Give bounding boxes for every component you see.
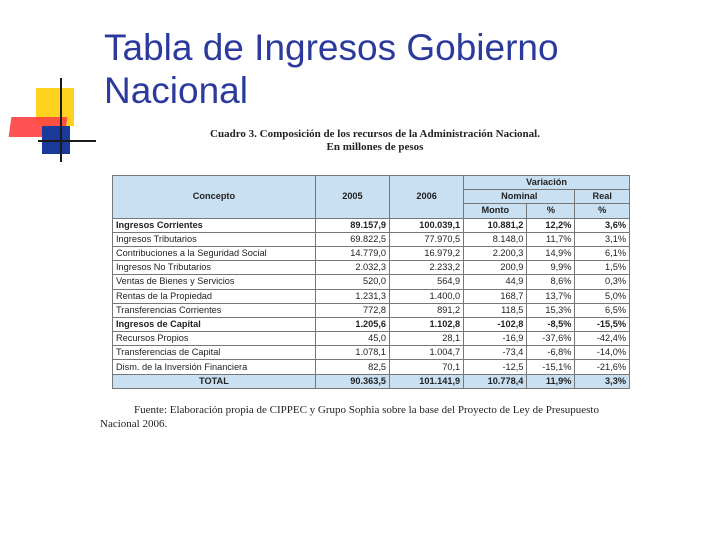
header-variacion: Variación: [464, 176, 630, 190]
slide-title: [104, 26, 664, 112]
cell-monto: 168,7: [464, 289, 527, 303]
cell-real: 1,5%: [575, 261, 630, 275]
cell-real: -21,6%: [575, 360, 630, 374]
header-concepto: Concepto: [113, 176, 316, 219]
slide-title-line2: Nacional: [104, 70, 248, 111]
total-monto: 10.778,4: [464, 374, 527, 388]
row-label: Dism. de la Inversión Financiera: [113, 360, 316, 374]
cell-2006: 1.004,7: [390, 346, 464, 360]
cell-2006: 891,2: [390, 303, 464, 317]
cell-2006: 77.970,5: [390, 232, 464, 246]
cell-2006: 100.039,1: [390, 218, 464, 232]
table-caption: [150, 128, 600, 154]
header-2005: 2005: [315, 176, 389, 219]
cell-real: 6,1%: [575, 246, 630, 260]
table-row: [113, 261, 630, 275]
cell-2006: 1.102,8: [390, 317, 464, 331]
row-label: Rentas de la Propiedad: [113, 289, 316, 303]
cell-2005: 69.822,5: [315, 232, 389, 246]
table-row: [113, 218, 630, 232]
decor-horizontal-line: [38, 140, 96, 142]
cell-2005: 82,5: [315, 360, 389, 374]
cell-real: 6,5%: [575, 303, 630, 317]
cell-2006: 70,1: [390, 360, 464, 374]
total-2005: 90.363,5: [315, 374, 389, 388]
cell-2005: 1.078,1: [315, 346, 389, 360]
cell-real: -15,5%: [575, 317, 630, 331]
cell-pct: 9,9%: [527, 261, 575, 275]
cell-real: 0,3%: [575, 275, 630, 289]
total-label: TOTAL: [113, 374, 316, 388]
table-row: [113, 232, 630, 246]
cell-pct: -6,8%: [527, 346, 575, 360]
header-pct-real: %: [575, 204, 630, 218]
row-label: Transferencias Corrientes: [113, 303, 316, 317]
cell-pct: -15,1%: [527, 360, 575, 374]
cell-pct: -8,5%: [527, 317, 575, 331]
cell-pct: 13,7%: [527, 289, 575, 303]
cell-monto: -16,9: [464, 332, 527, 346]
cell-2005: 89.157,9: [315, 218, 389, 232]
cell-pct: 11,7%: [527, 232, 575, 246]
cell-real: 3,6%: [575, 218, 630, 232]
table-caption-line2: En millones de pesos: [326, 141, 424, 153]
cell-2005: 2.032,3: [315, 261, 389, 275]
cell-monto: -12,5: [464, 360, 527, 374]
cell-monto: -73,4: [464, 346, 527, 360]
cell-2005: 1.231,3: [315, 289, 389, 303]
cell-pct: 12,2%: [527, 218, 575, 232]
cell-real: -42,4%: [575, 332, 630, 346]
header-real: Real: [575, 190, 630, 204]
cell-real: 5,0%: [575, 289, 630, 303]
header-pct: %: [527, 204, 575, 218]
row-label: Ventas de Bienes y Servicios: [113, 275, 316, 289]
total-pct: 11,9%: [527, 374, 575, 388]
header-2006: 2006: [390, 176, 464, 219]
table-row: [113, 360, 630, 374]
header-monto: Monto: [464, 204, 527, 218]
cell-2006: 564,9: [390, 275, 464, 289]
row-label: Ingresos Tributarios: [113, 232, 316, 246]
cell-2005: 1.205,6: [315, 317, 389, 331]
table-row: [113, 303, 630, 317]
total-real: 3,3%: [575, 374, 630, 388]
cell-2005: 772,8: [315, 303, 389, 317]
cell-2005: 520,0: [315, 275, 389, 289]
table-row: [113, 275, 630, 289]
row-label: Ingresos No Tributarios: [113, 261, 316, 275]
total-row: [113, 374, 630, 388]
table-row: [113, 317, 630, 331]
cell-real: -14,0%: [575, 346, 630, 360]
cell-2006: 28,1: [390, 332, 464, 346]
source-note: Fuente: Elaboración propia de CIPPEC y Grupo Sophia sobre la base del Proyecto de Ley de Presupuesto Nacional 2006.: [100, 404, 599, 430]
cell-monto: 2.200,3: [464, 246, 527, 260]
table-row: [113, 346, 630, 360]
cell-pct: 8,6%: [527, 275, 575, 289]
cell-monto: 10.881,2: [464, 218, 527, 232]
revenue-table: [112, 175, 630, 389]
cell-monto: 8.148,0: [464, 232, 527, 246]
cell-2006: 16.979,2: [390, 246, 464, 260]
table-row: [113, 332, 630, 346]
row-label: Ingresos de Capital: [113, 317, 316, 331]
cell-2006: 1.400,0: [390, 289, 464, 303]
total-2006: 101.141,9: [390, 374, 464, 388]
row-label: Recursos Propios: [113, 332, 316, 346]
table-row: [113, 246, 630, 260]
cell-2006: 2.233,2: [390, 261, 464, 275]
cell-2005: 45,0: [315, 332, 389, 346]
cell-2005: 14.779,0: [315, 246, 389, 260]
cell-real: 3,1%: [575, 232, 630, 246]
table-caption-line1: Cuadro 3. Composición de los recursos de la Administración Nacional.: [210, 128, 540, 140]
row-label: Ingresos Corrientes: [113, 218, 316, 232]
cell-monto: -102,8: [464, 317, 527, 331]
row-label: Transferencias de Capital: [113, 346, 316, 360]
slide-title-line1: Tabla de Ingresos Gobierno: [104, 27, 559, 68]
cell-pct: 15,3%: [527, 303, 575, 317]
cell-pct: 14,9%: [527, 246, 575, 260]
table-row: [113, 289, 630, 303]
cell-monto: 44,9: [464, 275, 527, 289]
header-nominal: Nominal: [464, 190, 575, 204]
decor-vertical-line: [60, 78, 62, 162]
cell-pct: -37,6%: [527, 332, 575, 346]
cell-monto: 200,9: [464, 261, 527, 275]
row-label: Contribuciones a la Seguridad Social: [113, 246, 316, 260]
cell-monto: 118,5: [464, 303, 527, 317]
